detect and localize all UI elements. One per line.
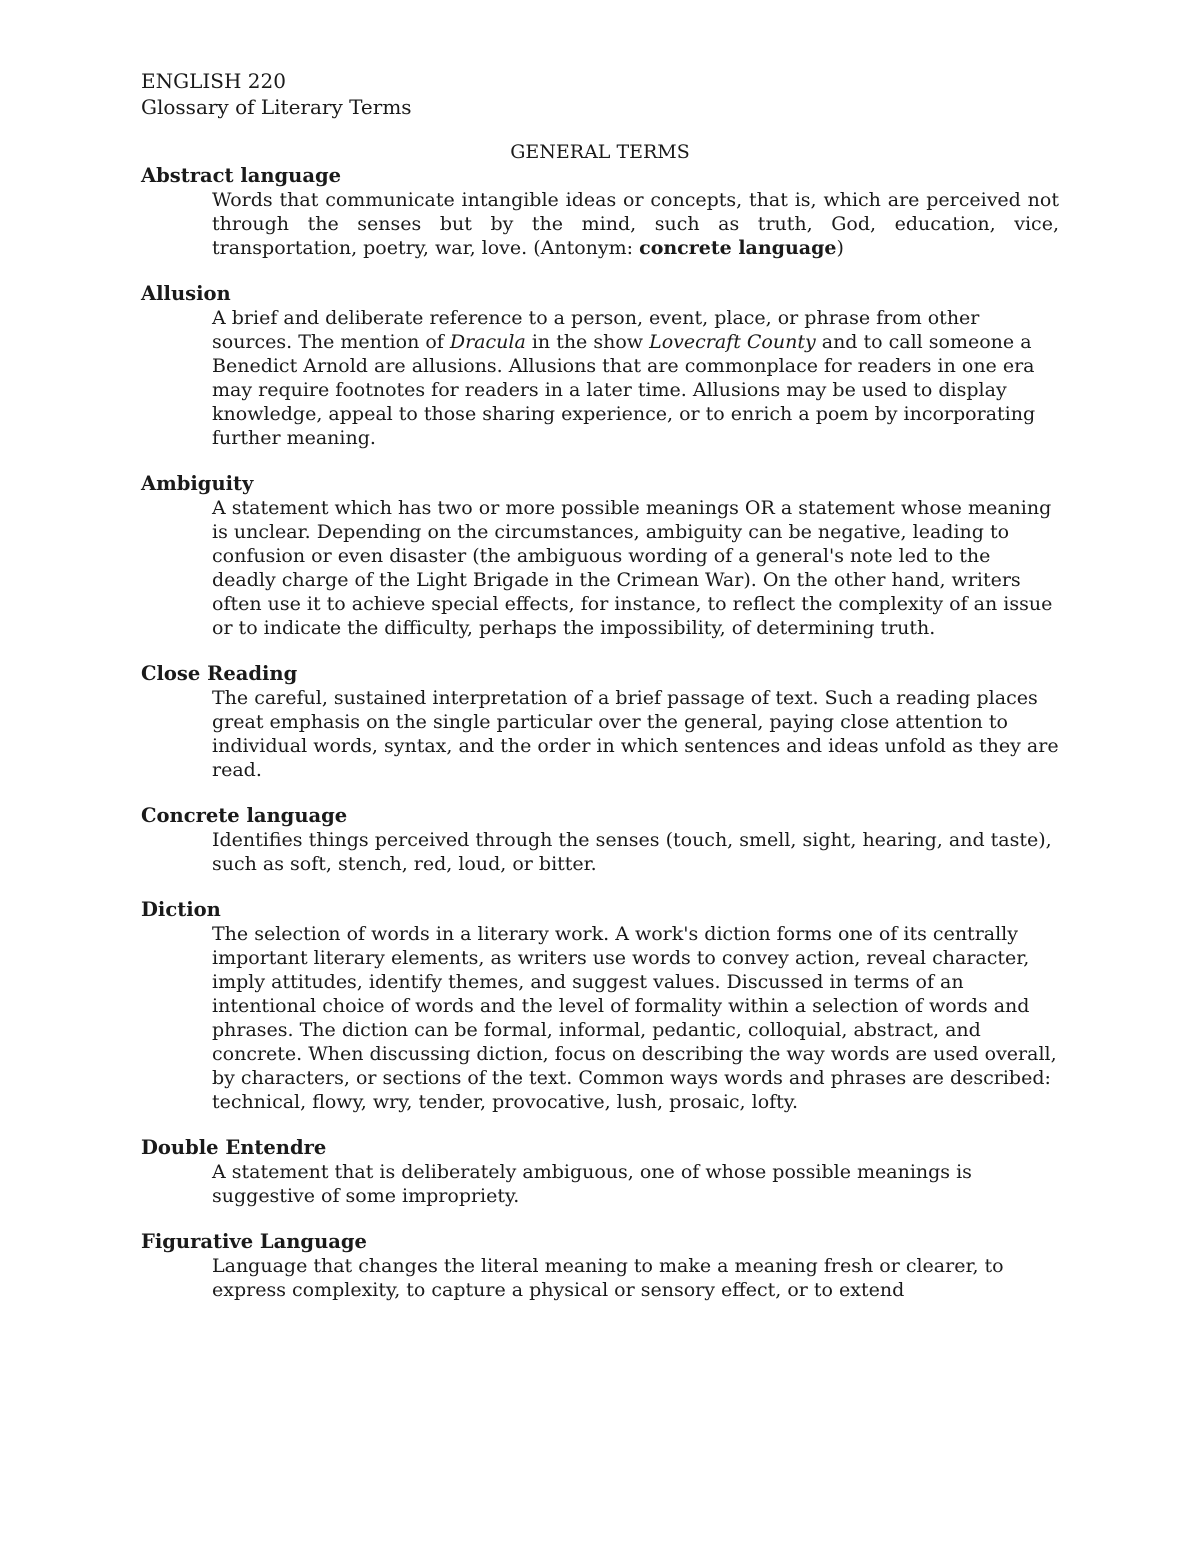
definition-text: and to call someone a Benedict Arnold are allusions. Allusions that are commonplace for readers in one era may require footnotes for readers in a later time. Allusions may be used to display knowledge, appeal to those sharing experience, or to enrich a poem by incorporating further meaning. — [212, 331, 1036, 449]
term-definition — [212, 306, 1059, 450]
definition-text-end: ) — [836, 237, 844, 259]
glossary-entry-abstract-language — [141, 164, 1059, 260]
definition-text: in the show — [525, 331, 650, 353]
document-title: Glossary of Literary Terms — [141, 95, 412, 119]
course-code: ENGLISH 220 — [141, 69, 286, 93]
glossary-entry-concrete-language — [141, 804, 1059, 876]
glossary-entry-ambiguity — [141, 472, 1059, 640]
term-heading: Figurative Language — [141, 1230, 367, 1253]
document-page — [141, 68, 1059, 1324]
term-definition: A statement which has two or more possible meanings OR a statement whose meaning is unclear. Depending on the circumstances, ambiguity can be negative, leading to confusion or even disaster (the ambiguous wording of a general's note led to the deadly charge of the Light Brigade in the Crimean War). On the other hand, writers often use it to achieve special effects, for instance, to reflect the complexity of an issue or to indicate the difficulty, perhaps the impossibility, of determining truth. — [212, 497, 1053, 639]
term-definition: The careful, sustained interpretation of a brief passage of text. Such a reading places great emphasis on the single particular over the general, paying close attention to individual words, syntax, and the order in which sentences and ideas unfold as they are read. — [212, 687, 1059, 781]
glossary-entry-allusion — [141, 282, 1059, 450]
term-heading: Ambiguity — [141, 472, 254, 495]
antonym-term: concrete language — [639, 237, 837, 259]
term-definition: A statement that is deliberately ambiguous, one of whose possible meanings is suggestive of some impropriety. — [212, 1161, 972, 1207]
term-definition: Language that changes the literal meaning to make a meaning fresh or clearer, to express complexity, to capture a physical or sensory effect, or to extend — [212, 1255, 1004, 1301]
definition-text: Words that communicate intangible ideas or concepts, that is, which are perceived not through the senses but by the mind, such as truth, God, education, vice, transportation, poetry, war, love. (Antonym: — [212, 189, 1059, 259]
definition-text: A brief and deliberate reference to a person, event, place, or phrase from other sources. The mention of — [212, 307, 980, 353]
glossary-entry-diction — [141, 898, 1059, 1114]
term-heading: Allusion — [141, 282, 231, 305]
term-definition: Identifies things perceived through the senses (touch, smell, sight, hearing, and taste), such as soft, stench, red, loud, or bitter. — [212, 829, 1052, 875]
term-heading: Double Entendre — [141, 1136, 327, 1159]
glossary-entry-figurative-language — [141, 1230, 1059, 1302]
work-title-lovecraft-county: Lovecraft County — [649, 331, 816, 353]
term-definition — [212, 188, 1059, 260]
section-heading: GENERAL TERMS — [510, 141, 690, 163]
term-heading: Concrete language — [141, 804, 348, 827]
term-heading: Abstract language — [141, 164, 342, 187]
glossary-entry-close-reading — [141, 662, 1059, 782]
term-heading: Diction — [141, 898, 221, 921]
term-definition: The selection of words in a literary work. A work's diction forms one of its centrally important literary elements, as writers use words to convey action, reveal character, imply attitudes, identify themes, and suggest values. Discussed in terms of an intentional choice of words and the level of formality within a selection of words and phrases. The diction can be formal, informal, pedantic, colloquial, abstract, and concrete. When discussing diction, focus on describing the way words are used overall, by characters, or sections of the text. Common ways words and phrases are described: technical, flowy, wry, tender, provocative, lush, prosaic, lofty. — [212, 923, 1057, 1113]
work-title-dracula: Dracula — [449, 331, 526, 353]
term-heading: Close Reading — [141, 662, 298, 685]
glossary-entry-double-entendre — [141, 1136, 1059, 1208]
